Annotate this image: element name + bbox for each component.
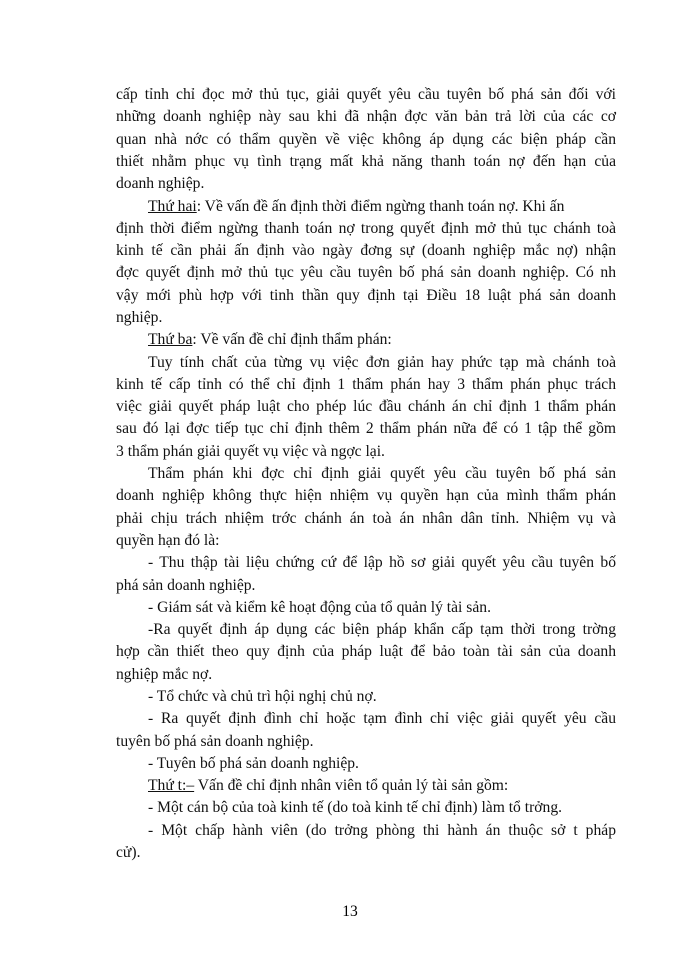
heading-thu-ba: Thứ ba <box>148 331 193 349</box>
text-line-24: - Giám sát và kiểm kê hoạt động của tổ quản lý tài sản. <box>148 598 491 616</box>
text-line-32: Vấn đề chỉ định nhân viên tổ quản lý tài sản gồm: <box>194 777 509 795</box>
text-line-25: -Ra quyết định áp dụng các biện pháp khẩn cấp tạm thời trong trờng <box>148 621 616 639</box>
text-line-11: nghiệp. <box>116 308 163 326</box>
text-line-7: định thời điểm ngừng thanh toán nợ trong quyết định mở thủ tục chánh toà <box>116 219 616 237</box>
text-line-29: - Ra quyết định đình chỉ hoặc tạm đình chỉ việc giải quyết yêu cầu <box>148 710 616 728</box>
text-line-35: cử). <box>116 844 141 861</box>
text-line-2: những doanh nghiệp này sau khi đã nhận đợc văn bản trả lời của các cơ <box>116 108 616 126</box>
text-line-5: doanh nghiệp. <box>116 175 205 193</box>
text-line-9: đợc quyết định mở thủ tục yêu cầu tuyên bố phá sản doanh nghiệp. Có nh <box>116 264 616 282</box>
text-line-15: việc giải quyết pháp luật cho phép lúc đầu chánh án chỉ định 1 thẩm phán <box>116 398 616 416</box>
text-line-28: - Tổ chức và chủ trì hội nghị chủ nợ. <box>148 687 377 705</box>
text-line-31: - Tuyên bố phá sản doanh nghiệp. <box>148 754 359 772</box>
text-line-17: 3 thẩm phán giải quyết vụ việc và ngợc lại. <box>116 442 385 460</box>
text-line-3: quan nhà nớc có thẩm quyền về việc không áp dụng các biện pháp cần <box>116 130 616 148</box>
text-line-1: cấp tỉnh chỉ đọc mở thủ tục, giải quyết yêu cầu tuyên bố phá sản đối với <box>116 86 616 103</box>
text-line-14: kinh tế cấp tỉnh có thể chỉ định 1 thẩm phán hay 3 thẩm phán phục trách <box>116 375 616 393</box>
paragraph-thu-ba <box>148 330 392 350</box>
text-line-27: nghiệp mắc nợ. <box>116 665 213 683</box>
text-line-8: kinh tế cần phải ấn định vào ngày đơng sự (doanh nghiệp mắc nợ) nhận <box>116 242 616 260</box>
text-line-4: thiết nhằm phục vụ tình trạng mất khả năng thanh toán nợ đến hạn của <box>116 152 616 170</box>
heading-thu-hai: Thứ hai <box>148 197 197 215</box>
text-line-18: Thẩm phán khi đợc chỉ định giải quyết yêu cầu tuyên bố phá sản <box>148 465 616 482</box>
text-line-19: doanh nghiệp không thực hiện nhiệm vụ quyền hạn của mình thẩm phán <box>116 487 616 505</box>
page-number: 13 <box>342 903 358 920</box>
heading-thu-tu: Thứ t:– <box>148 777 195 795</box>
text-line-22: - Thu thập tài liệu chứng cứ để lập hồ sơ giải quyết yêu cầu tuyên bố <box>148 554 616 572</box>
text-line-33: - Một cán bộ của toà kinh tế (do toà kinh tế chỉ định) làm tổ trởng. <box>148 799 563 817</box>
text-line-6: : Về vấn đề ấn định thời điểm ngừng thanh toán nợ. Khi ấn <box>196 197 565 215</box>
text-line-34: - Một chấp hành viên (do trởng phòng thi hành án thuộc sở t pháp <box>148 821 616 839</box>
text-line-21: quyền hạn đó là: <box>116 531 220 549</box>
text-line-26: hợp cần thiết theo quy định của pháp luật để bảo toàn tài sản của doanh <box>116 643 616 661</box>
text-line-12: : Về vấn đề chỉ định thẩm phán: <box>192 331 392 349</box>
text-line-13: Tuy tính chất của từng vụ việc đơn giản hay phức tạp mà chánh toà <box>148 353 616 371</box>
text-line-16: sau đó lại đợc tiếp tục chỉ định thêm 2 thẩm phán nữa để có 1 tập thể gồm <box>116 420 616 438</box>
text-line-30: tuyên bố phá sản doanh nghiệp. <box>116 732 314 750</box>
text-line-23: phá sản doanh nghiệp. <box>116 576 256 594</box>
paragraph-thu-hai <box>148 197 564 217</box>
text-line-10: vậy mới phù hợp với tinh thần quy định tại Điều 18 luật phá sản doanh <box>116 286 616 304</box>
paragraph-thu-tu <box>148 776 508 796</box>
text-line-20: phải chịu trách nhiệm trớc chánh án toà án nhân dân tỉnh. Nhiệm vụ và <box>116 509 616 527</box>
